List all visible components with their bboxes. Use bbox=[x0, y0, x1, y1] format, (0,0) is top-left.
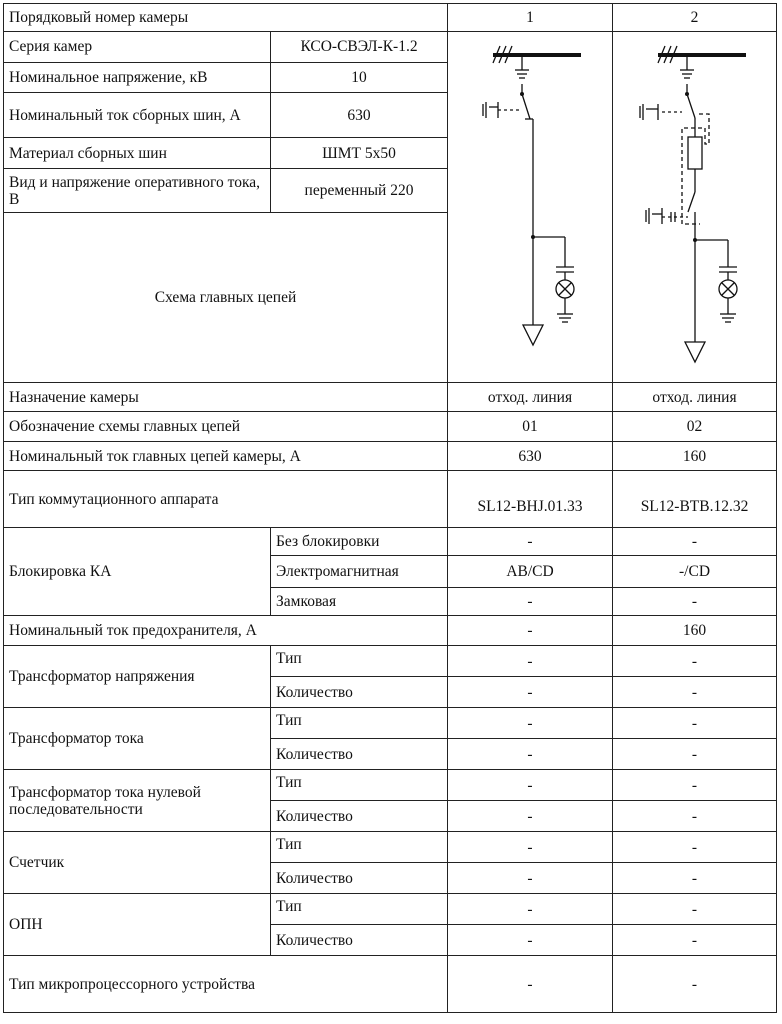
row-label: Тип коммутационного аппарата bbox=[4, 471, 448, 528]
cam2-value: 02 bbox=[613, 412, 777, 442]
blocking-sub-label: Замковая bbox=[271, 588, 448, 616]
cam1-value: - bbox=[448, 894, 613, 925]
cam1-value: - bbox=[448, 801, 613, 832]
type-label: Тип bbox=[271, 770, 448, 801]
spec-value: ШМТ 5х50 bbox=[271, 138, 448, 169]
row-label: Тип микропроцессорного устройства bbox=[4, 956, 448, 1013]
scheme-code-row bbox=[4, 412, 777, 442]
row-label: Номинальный ток предохранителя, А bbox=[4, 616, 448, 646]
spec-value: 630 bbox=[271, 93, 448, 138]
cam2-value: - bbox=[613, 677, 777, 708]
device-type-row bbox=[4, 894, 777, 925]
cam1-value: - bbox=[448, 739, 613, 770]
spec-label: Вид и напряжение оперативного тока, В bbox=[4, 169, 271, 213]
cam1-value: - bbox=[448, 863, 613, 894]
cam2-value: - bbox=[613, 956, 777, 1013]
switch-type-row bbox=[4, 471, 777, 528]
spec-value: переменный 220 bbox=[271, 169, 448, 213]
spec-label: Материал сборных шин bbox=[4, 138, 271, 169]
qty-label: Количество bbox=[271, 739, 448, 770]
spec-label: Серия камер bbox=[4, 32, 271, 63]
camera-spec-table bbox=[3, 3, 777, 1013]
device-type-row bbox=[4, 646, 777, 677]
blocking-label: Блокировка КА bbox=[4, 528, 271, 616]
cam1-value: отход. линия bbox=[448, 383, 613, 412]
cam1-value: - bbox=[448, 588, 613, 616]
cam1-value: SL12-BHJ.01.33 bbox=[448, 471, 613, 528]
cam2-value: отход. линия bbox=[613, 383, 777, 412]
cam2-value: - bbox=[613, 708, 777, 739]
cam2-value: - bbox=[613, 863, 777, 894]
purpose-row bbox=[4, 383, 777, 412]
cam1-value: AB/CD bbox=[448, 556, 613, 588]
mpu-row bbox=[4, 956, 777, 1013]
camera-2-scheme bbox=[613, 32, 777, 383]
cam1-value: - bbox=[448, 708, 613, 739]
cam2-value: 160 bbox=[613, 442, 777, 471]
cam2-value: - bbox=[613, 770, 777, 801]
blocking-sub-label: Без блокировки bbox=[271, 528, 448, 556]
cam2-value: - bbox=[613, 739, 777, 770]
header-row bbox=[4, 4, 777, 32]
device-type-row bbox=[4, 708, 777, 739]
cam2-value: - bbox=[613, 528, 777, 556]
cam2-value: 160 bbox=[613, 616, 777, 646]
scheme-label: Схема главных цепей bbox=[4, 213, 448, 383]
cam2-value: - bbox=[613, 832, 777, 863]
cam2-value: -/CD bbox=[613, 556, 777, 588]
row-label: Обозначение схемы главных цепей bbox=[4, 412, 448, 442]
qty-label: Количество bbox=[271, 925, 448, 956]
camera-2-number: 2 bbox=[613, 4, 777, 32]
device-label: ОПН bbox=[4, 894, 271, 956]
cam1-value: - bbox=[448, 646, 613, 677]
cam1-value: 01 bbox=[448, 412, 613, 442]
cam1-value: - bbox=[448, 677, 613, 708]
type-label: Тип bbox=[271, 832, 448, 863]
rated-current-row bbox=[4, 442, 777, 471]
fuse-current-row bbox=[4, 616, 777, 646]
cam1-value: - bbox=[448, 832, 613, 863]
cam2-value: - bbox=[613, 801, 777, 832]
cam2-value: SL12-BTB.12.32 bbox=[613, 471, 777, 528]
camera-1-number: 1 bbox=[448, 4, 613, 32]
cam1-value: 630 bbox=[448, 442, 613, 471]
device-type-row bbox=[4, 770, 777, 801]
row-label: Номинальный ток главных цепей камеры, А bbox=[4, 442, 448, 471]
blocking-sub-label: Электромагнитная bbox=[271, 556, 448, 588]
device-label: Счетчик bbox=[4, 832, 271, 894]
type-label: Тип bbox=[271, 894, 448, 925]
spec-row bbox=[4, 32, 777, 63]
cam1-value: - bbox=[448, 616, 613, 646]
qty-label: Количество bbox=[271, 801, 448, 832]
qty-label: Количество bbox=[271, 677, 448, 708]
type-label: Тип bbox=[271, 708, 448, 739]
cam2-value: - bbox=[613, 925, 777, 956]
device-label: Трансформатор тока bbox=[4, 708, 271, 770]
circuit-diagram-1 bbox=[453, 32, 613, 382]
spec-label: Номинальное напряжение, кВ bbox=[4, 62, 271, 93]
type-label: Тип bbox=[271, 646, 448, 677]
blocking-row bbox=[4, 528, 777, 556]
cam1-value: - bbox=[448, 770, 613, 801]
device-label: Трансформатор тока нулевой последовательности bbox=[4, 770, 271, 832]
cam1-value: - bbox=[448, 925, 613, 956]
row-label: Назначение камеры bbox=[4, 383, 448, 412]
cam2-value: - bbox=[613, 588, 777, 616]
cam1-value: - bbox=[448, 956, 613, 1013]
camera-1-scheme bbox=[448, 32, 613, 383]
device-label: Трансформатор напряжения bbox=[4, 646, 271, 708]
spec-value: 10 bbox=[271, 62, 448, 93]
device-type-row bbox=[4, 832, 777, 863]
spec-label: Номинальный ток сборных шин, А bbox=[4, 93, 271, 138]
cam1-value: - bbox=[448, 528, 613, 556]
qty-label: Количество bbox=[271, 863, 448, 894]
cam2-value: - bbox=[613, 646, 777, 677]
spec-value: КСО-СВЭЛ-К-1.2 bbox=[271, 32, 448, 63]
circuit-diagram-2 bbox=[618, 32, 777, 382]
cam2-value: - bbox=[613, 894, 777, 925]
header-label: Порядковый номер камеры bbox=[4, 4, 448, 32]
